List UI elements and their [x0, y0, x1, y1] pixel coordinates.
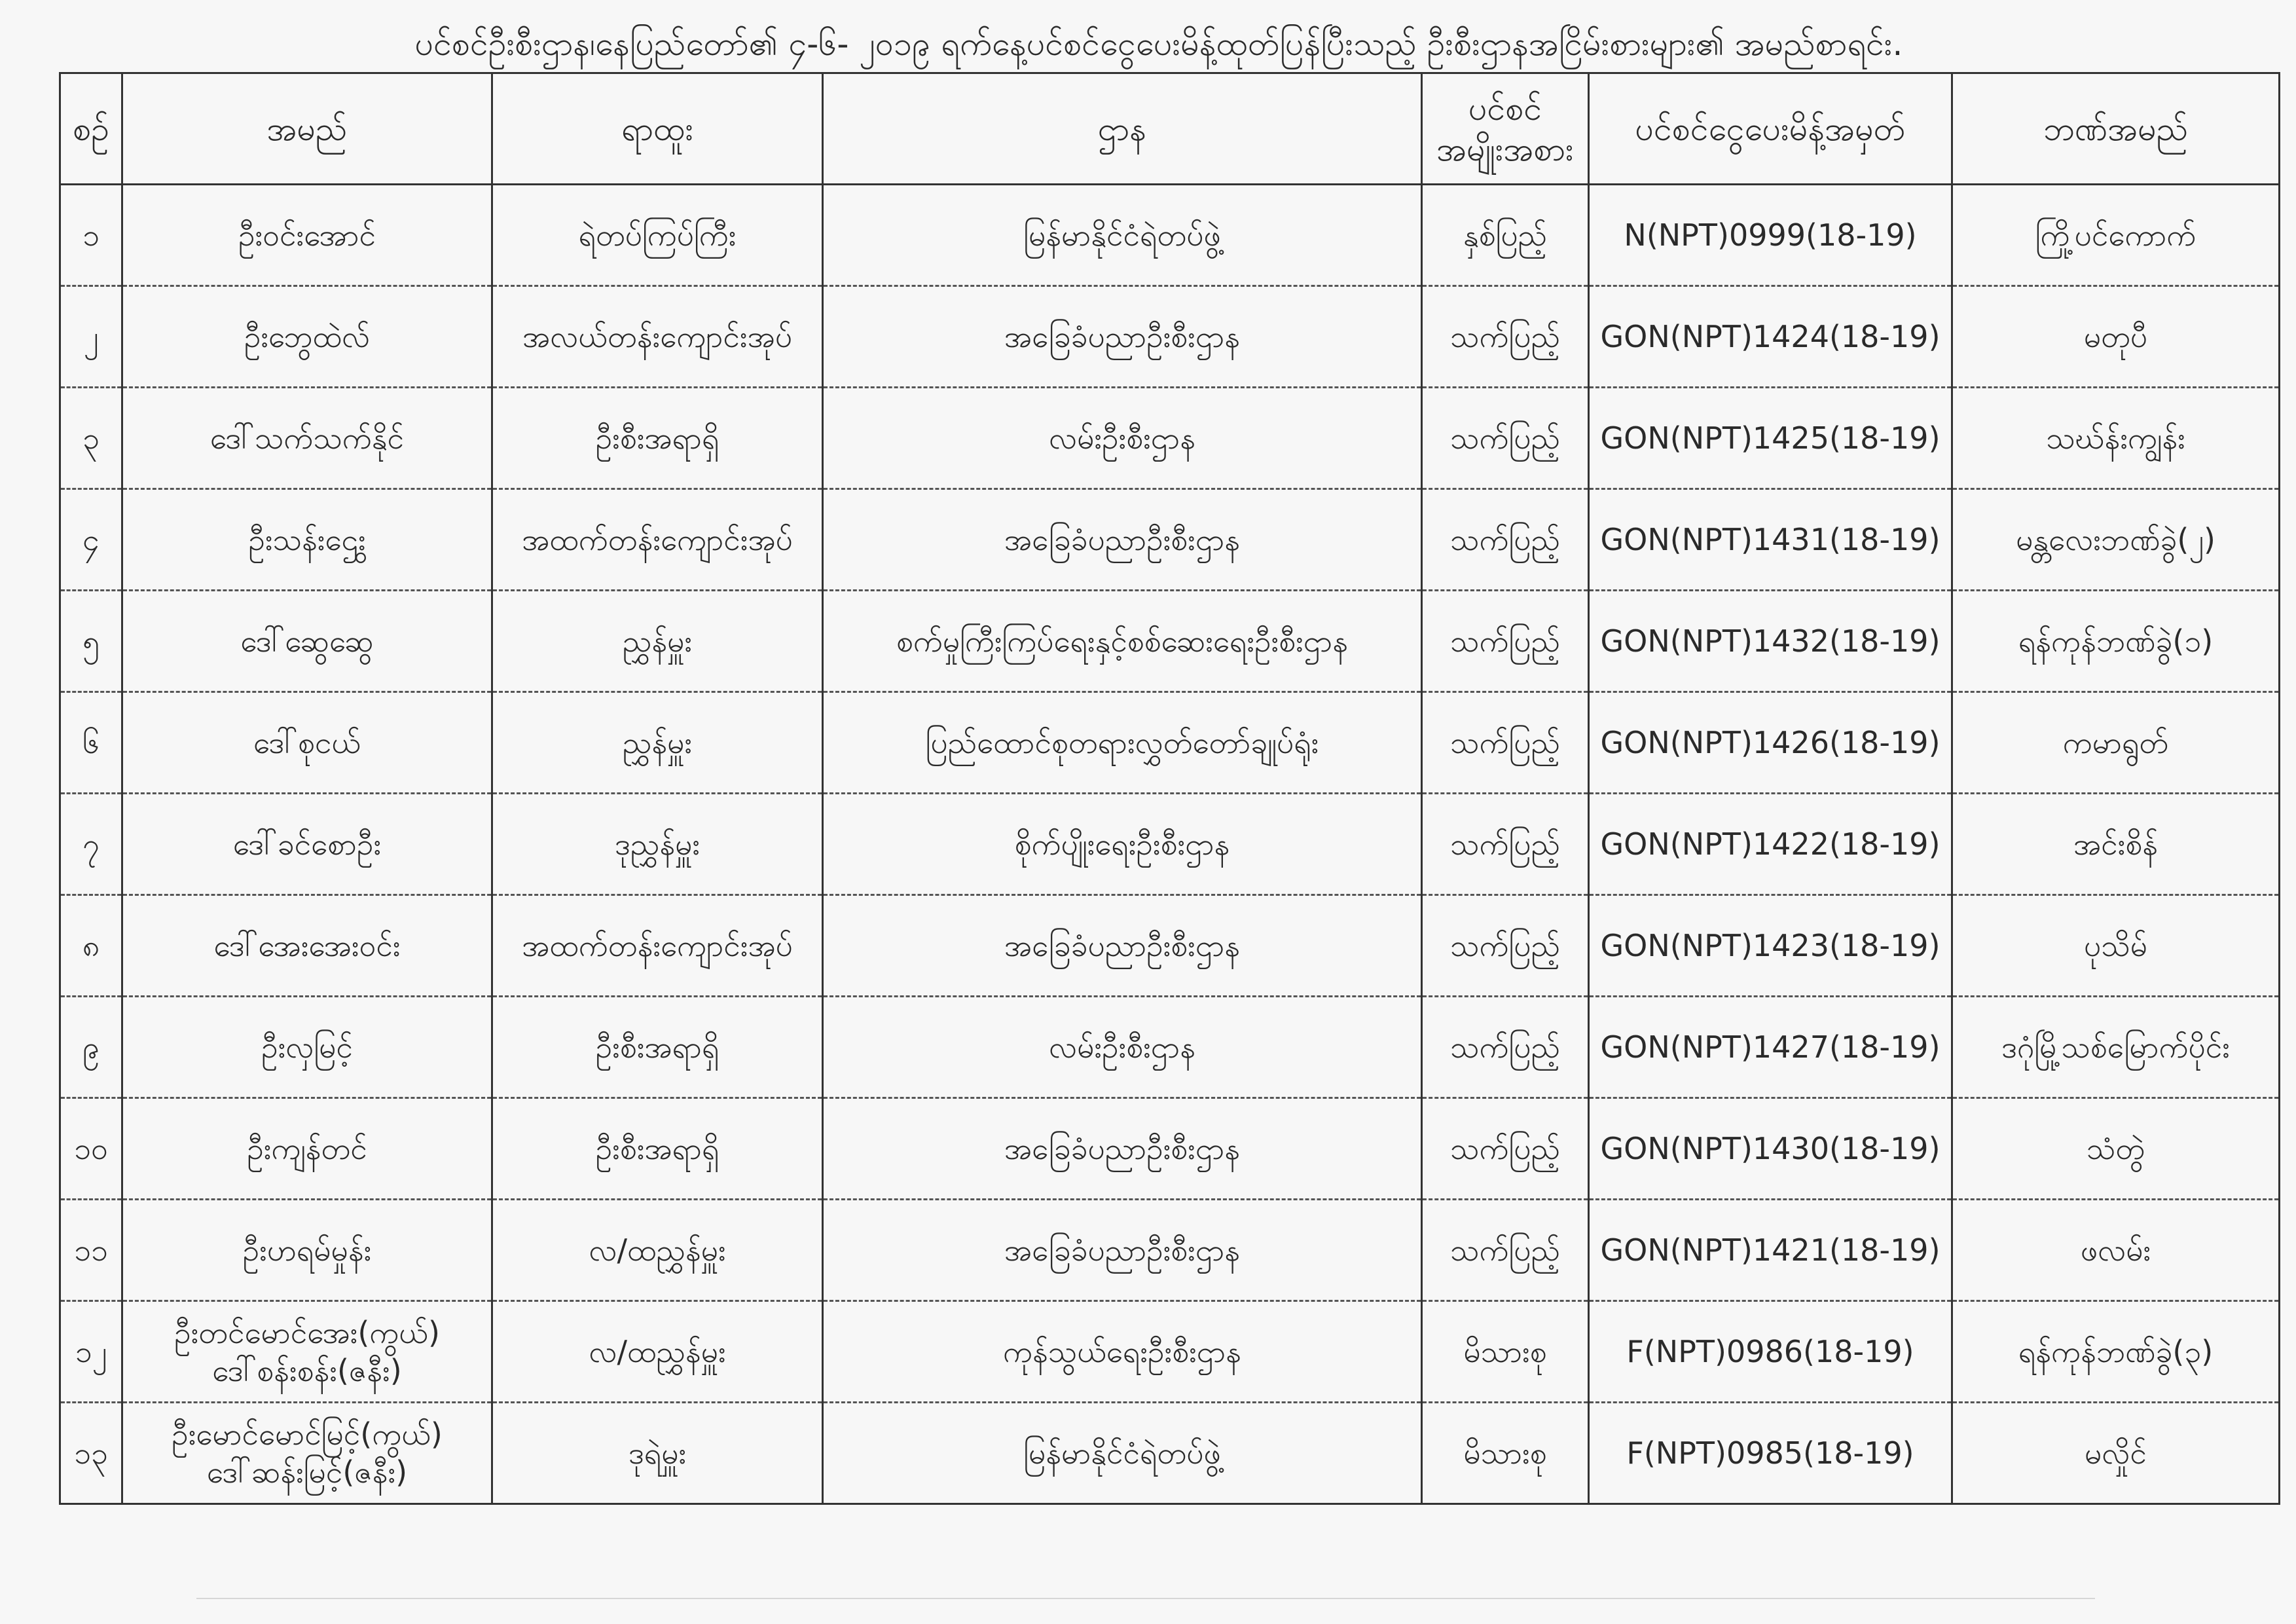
cell-pension-type: သက်ပြည့်: [1422, 1098, 1589, 1200]
cell-department: မြန်မာနိုင်ငံရဲတပ်ဖွဲ့: [823, 185, 1422, 286]
cell-pension-type: သက်ပြည့်: [1422, 489, 1589, 591]
table-row: [60, 794, 2280, 895]
header-bank: ဘဏ်အမည်: [1952, 73, 2280, 185]
cell-name: [122, 1200, 492, 1301]
cell-rank: ဒုရဲမှူး: [492, 1403, 823, 1504]
cell-rank: ဦးစီးအရာရှိ: [492, 388, 823, 489]
cell-department: စက်မှုကြီးကြပ်ရေးနှင့်စစ်ဆေးရေးဦးစီးဌာန: [823, 591, 1422, 692]
cell-order-no: GON(NPT)1422(18-19): [1589, 794, 1952, 895]
cell-pension-type: နှစ်ပြည့်: [1422, 185, 1589, 286]
cell-bank: ရန်ကုန်ဘဏ်ခွဲ(၃): [1952, 1301, 2280, 1403]
cell-bank: မလှိုင်: [1952, 1403, 2280, 1504]
cell-name-line: ဦးမောင်မောင်မြင့်(ကွယ်): [172, 1416, 443, 1452]
cell-no: ၄: [60, 489, 122, 591]
cell-name-line: ဒေါ်စန်းစန်း(ဇနီး): [212, 1353, 402, 1388]
header-no: စဉ်: [60, 73, 122, 185]
cell-name-line: ဒေါ်ဆွေဆွေ: [240, 623, 374, 659]
cell-no: ၇: [60, 794, 122, 895]
cell-name-line: ဒေါ်ဆန်းမြင့်(ဇနီး): [206, 1454, 408, 1490]
table-row: [60, 388, 2280, 489]
cell-department: အခြေခံပညာဦးစီးဌာန: [823, 895, 1422, 997]
cell-name-line: ဦးဟရမ်မှုန်း: [242, 1232, 372, 1268]
cell-rank: အထက်တန်းကျောင်းအုပ်: [492, 489, 823, 591]
cell-pension-type: သက်ပြည့်: [1422, 286, 1589, 388]
cell-name-line: ဒေါ်စုငယ်: [253, 725, 361, 760]
cell-no: ၉: [60, 997, 122, 1098]
cell-name: [122, 997, 492, 1098]
cell-order-no: GON(NPT)1425(18-19): [1589, 388, 1952, 489]
cell-order-no: GON(NPT)1431(18-19): [1589, 489, 1952, 591]
table-body: [60, 185, 2280, 1504]
table-row: [60, 591, 2280, 692]
cell-order-no: GON(NPT)1423(18-19): [1589, 895, 1952, 997]
header-name: အမည်: [122, 73, 492, 185]
cell-rank: ဒုညွှန်မှူး: [492, 794, 823, 895]
cell-pension-type: မိသားစု: [1422, 1403, 1589, 1504]
cell-no: ၅: [60, 591, 122, 692]
cell-department: လမ်းဦးစီးဌာန: [823, 388, 1422, 489]
cell-pension-type: သက်ပြည့်: [1422, 1200, 1589, 1301]
cell-no: ၁၂: [60, 1301, 122, 1403]
cell-name: [122, 895, 492, 997]
table-row: [60, 895, 2280, 997]
cell-no: ၈: [60, 895, 122, 997]
cell-name: [122, 692, 492, 794]
cell-department: အခြေခံပညာဦးစီးဌာန: [823, 286, 1422, 388]
cell-no: ၃: [60, 388, 122, 489]
cell-bank: မတုပီ: [1952, 286, 2280, 388]
cell-department: အခြေခံပညာဦးစီးဌာန: [823, 1098, 1422, 1200]
cell-bank: သဃ်န်းကျွန်း: [1952, 388, 2280, 489]
cell-name: [122, 388, 492, 489]
cell-department: အခြေခံပညာဦးစီးဌာန: [823, 1200, 1422, 1301]
cell-pension-type: သက်ပြည့်: [1422, 692, 1589, 794]
cell-no: ၁၃: [60, 1403, 122, 1504]
cell-pension-type: သက်ပြည့်: [1422, 794, 1589, 895]
cell-rank: လ/ထညွှန်မှူး: [492, 1301, 823, 1403]
cell-rank: ဦးစီးအရာရှိ: [492, 1098, 823, 1200]
cell-name: [122, 185, 492, 286]
table-row: [60, 286, 2280, 388]
table-row: [60, 1301, 2280, 1403]
cell-rank: ညွှန်မှူး: [492, 692, 823, 794]
cell-name: [122, 1301, 492, 1403]
cell-bank: အင်းစိန်: [1952, 794, 2280, 895]
cell-no: ၁၁: [60, 1200, 122, 1301]
cell-name-line: ဦးကျန်တင်: [247, 1131, 367, 1166]
cell-rank: ရဲတပ်ကြပ်ကြီး: [492, 185, 823, 286]
cell-order-no: GON(NPT)1424(18-19): [1589, 286, 1952, 388]
cell-no: ၂: [60, 286, 122, 388]
table-header-row: [60, 73, 2280, 185]
cell-bank: ဒဂုံမြို့သစ်မြောက်ပိုင်း: [1952, 997, 2280, 1098]
header-department: ဌာန: [823, 73, 1422, 185]
cell-name: [122, 286, 492, 388]
cell-name: [122, 591, 492, 692]
page-title: ပင်စင်ဦးစီးဌာန၊နေပြည်တော်၏ ၄-၆- ၂၀၁၉ ရက်နေ့ပင်စင်ငွေပေးမိန့်ထုတ်ပြန်ပြီးသည့် ဦးစီးဌာနအငြိမ်းစားများ၏ အမည်စာရင်း.: [414, 25, 1903, 63]
cell-name-line: ဦးလှမြင့်: [261, 1029, 353, 1065]
cell-name-line: ဒေါ်ခင်စောဦး: [232, 826, 382, 862]
cell-rank: အလယ်တန်းကျောင်းအုပ်: [492, 286, 823, 388]
table-row: [60, 1403, 2280, 1504]
cell-department: ပြည်ထောင်စုတရားလွှတ်တော်ချုပ်ရုံး: [823, 692, 1422, 794]
cell-department: စိုက်ပျိုးရေးဦးစီးဌာန: [823, 794, 1422, 895]
cell-pension-type: သက်ပြည့်: [1422, 388, 1589, 489]
cell-rank: လ/ထညွှန်မှူး: [492, 1200, 823, 1301]
cell-order-no: F(NPT)0985(18-19): [1589, 1403, 1952, 1504]
cell-name-line: ဦးသန်းဌွေး: [248, 522, 366, 557]
cell-order-no: GON(NPT)1426(18-19): [1589, 692, 1952, 794]
cell-name-line: ဒေါ်သက်သက်နိုင်: [210, 420, 405, 456]
table-row: [60, 997, 2280, 1098]
cell-pension-type: သက်ပြည့်: [1422, 591, 1589, 692]
header-rank: ရာထူး: [492, 73, 823, 185]
cell-department: မြန်မာနိုင်ငံရဲတပ်ဖွဲ့: [823, 1403, 1422, 1504]
cell-bank: ကမာရွတ်: [1952, 692, 2280, 794]
cell-rank: ညွှန်မှူး: [492, 591, 823, 692]
cell-department: အခြေခံပညာဦးစီးဌာန: [823, 489, 1422, 591]
header-pension-type: [1422, 73, 1589, 185]
pension-table: [59, 72, 2280, 1505]
cell-bank: ဖလမ်း: [1952, 1200, 2280, 1301]
cell-order-no: F(NPT)0986(18-19): [1589, 1301, 1952, 1403]
header-pension-type-line1: ပင်စင်: [1468, 89, 1542, 128]
cell-pension-type: သက်ပြည့်: [1422, 895, 1589, 997]
cell-name-line: ဦးဝင်းအောင်: [238, 217, 376, 253]
cell-department: ကုန်သွယ်ရေးဦးစီးဌာန: [823, 1301, 1422, 1403]
table-row: [60, 185, 2280, 286]
cell-name: [122, 489, 492, 591]
cell-rank: ဦးစီးအရာရှိ: [492, 997, 823, 1098]
cell-name: [122, 794, 492, 895]
cell-name-line: ဦးဘွေထဲလ်: [244, 319, 371, 354]
cell-name-line: ဦးတင်မောင်အေး(ကွယ်): [174, 1315, 440, 1350]
cell-order-no: GON(NPT)1421(18-19): [1589, 1200, 1952, 1301]
cell-bank: ပုသိမ်: [1952, 895, 2280, 997]
table-row: [60, 692, 2280, 794]
cell-name: [122, 1098, 492, 1200]
cell-rank: အထက်တန်းကျောင်းအုပ်: [492, 895, 823, 997]
cell-order-no: N(NPT)0999(18-19): [1589, 185, 1952, 286]
table-row: [60, 1098, 2280, 1200]
header-pension-type-line2: အမျိုးအစား: [1436, 130, 1574, 168]
header-order-no: ပင်စင်ငွေပေးမိန့်အမှတ်: [1589, 73, 1952, 185]
fold-line: [196, 1598, 2095, 1599]
cell-department: လမ်းဦးစီးဌာန: [823, 997, 1422, 1098]
cell-bank: မန္တလေးဘဏ်ခွဲ(၂): [1952, 489, 2280, 591]
cell-pension-type: မိသားစု: [1422, 1301, 1589, 1403]
table-row: [60, 1200, 2280, 1301]
table-row: [60, 489, 2280, 591]
cell-no: ၆: [60, 692, 122, 794]
cell-bank: ကြို့ပင်ကောက်: [1952, 185, 2280, 286]
cell-order-no: GON(NPT)1427(18-19): [1589, 997, 1952, 1098]
cell-bank: ရန်ကုန်ဘဏ်ခွဲ(၁): [1952, 591, 2280, 692]
cell-no: ၁: [60, 185, 122, 286]
cell-pension-type: သက်ပြည့်: [1422, 997, 1589, 1098]
cell-order-no: GON(NPT)1430(18-19): [1589, 1098, 1952, 1200]
cell-bank: သံတွဲ: [1952, 1098, 2280, 1200]
cell-no: ၁၀: [60, 1098, 122, 1200]
cell-order-no: GON(NPT)1432(18-19): [1589, 591, 1952, 692]
cell-name: [122, 1403, 492, 1504]
cell-name-line: ဒေါ်အေးအေးဝင်း: [213, 928, 401, 963]
